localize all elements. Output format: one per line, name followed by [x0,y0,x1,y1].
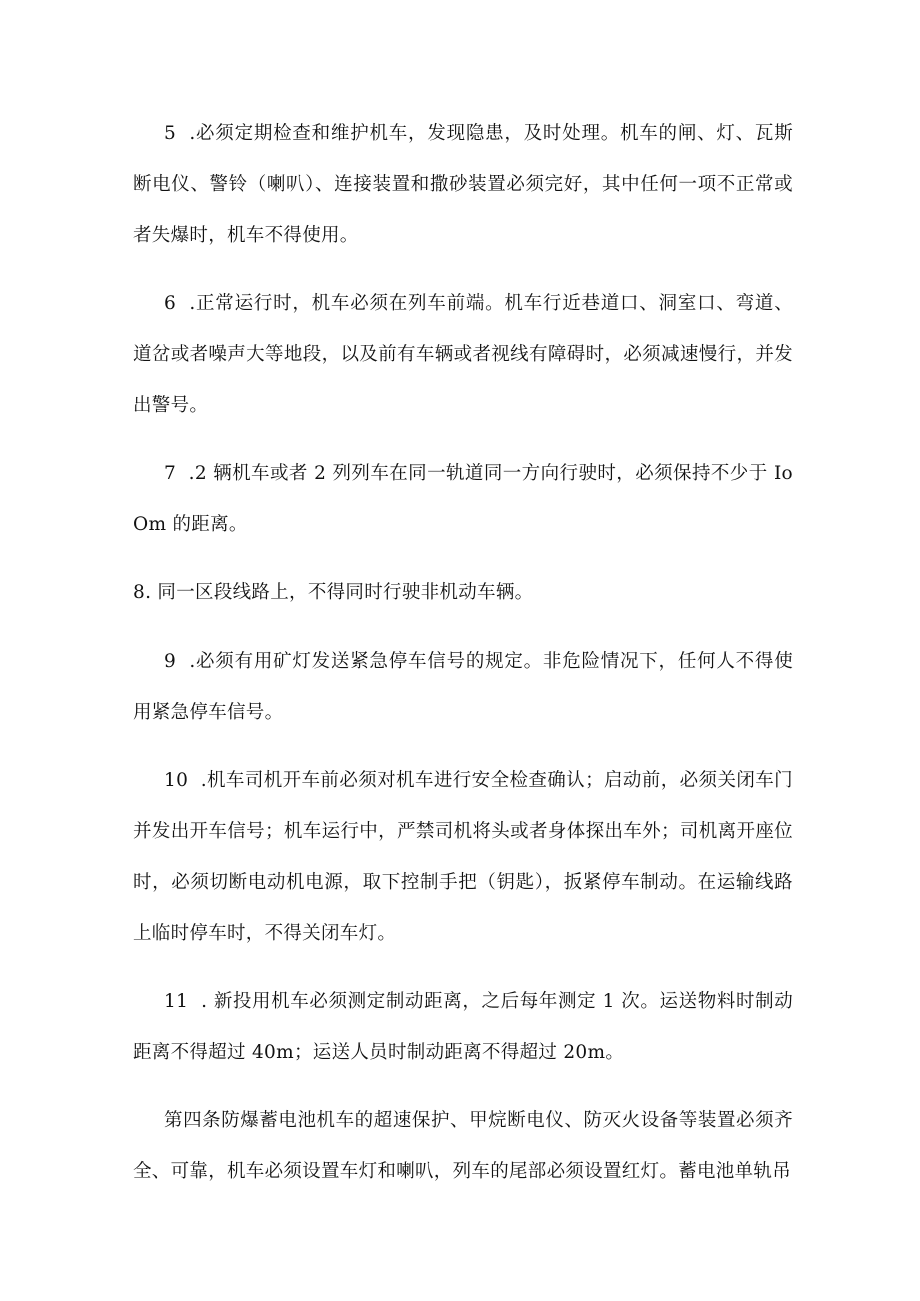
paragraph-item-10: 10 .机车司机开车前必须对机车进行安全检查确认；启动前，必须关闭车门并发出开车信号；机车运行中，严禁司机将头或者身体探出车外；司机离开座位时，必须切断电动机电源，取下控制手把（钥匙），扳紧停车制动。在运输线路上临时停车时，不得关闭车灯。 [133,770,793,944]
paragraph-item-11: 11 . 新投用机车必须测定制动距离，之后每年测定 1 次。运送物料时制动距离不得超过 40m；运送人员时制动距离不得超过 20m。 [133,991,793,1063]
paragraph-article-4: 第四条防爆蓄电池机车的超速保护、甲烷断电仪、防灭火设备等装置必须齐全、可靠，机车必须设置车灯和喇叭，列车的尾部必须设置红灯。蓄电池单轨吊 [133,1110,793,1182]
paragraph-item-5: 5 .必须定期检查和维护机车，发现隐患，及时处理。机车的闸、灯、瓦斯断电仪、警铃（喇叭）、连接装置和撒砂装置必须完好，其中任何一项不正常或者失爆时，机车不得使用。 [133,123,793,246]
paragraph-item-6: 6 .正常运行时，机车必须在列车前端。机车行近巷道口、洞室口、弯道、道岔或者噪声大等地段，以及前有车辆或者视线有障碍时，必须减速慢行，并发出警号。 [133,293,793,416]
paragraph-item-7: 7 .2 辆机车或者 2 列列车在同一轨道同一方向行驶时，必须保持不少于 IoOm 的距离。 [133,463,793,535]
paragraph-item-8: 8. 同一区段线路上，不得同时行驶非机动车辆。 [133,582,534,603]
paragraph-item-9: 9 .必须有用矿灯发送紧急停车信号的规定。非危险情况下，任何人不得使用紧急停车信号。 [133,651,793,723]
